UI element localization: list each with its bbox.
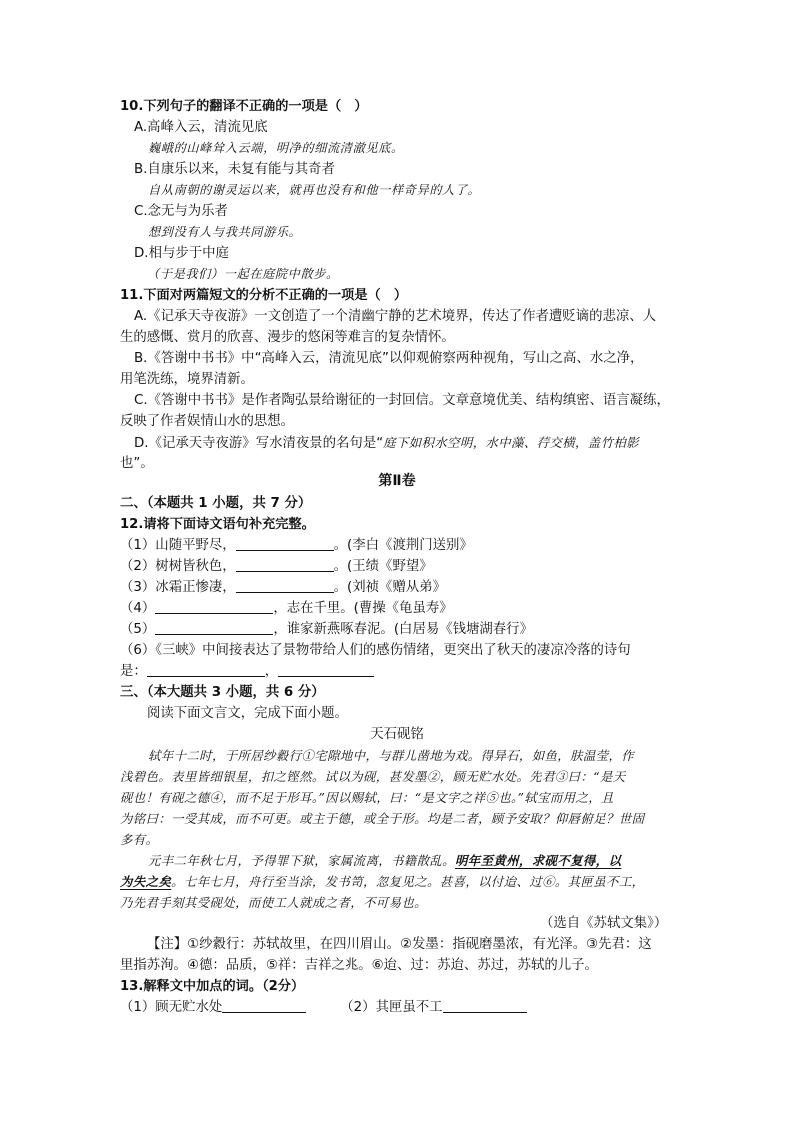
question-12-stem: 12.请将下面诗文语句补充完整。 xyxy=(120,517,315,532)
q10-translation-a: 巍峨的山峰耸入云端，明净的细流清澈见底。 xyxy=(148,141,404,155)
answer-blank[interactable] xyxy=(155,620,273,635)
q13-items xyxy=(120,998,527,1017)
q12-item-5-number: （5） xyxy=(120,622,156,637)
q11-option-d-line1 xyxy=(134,433,639,453)
q11-option-c-line2: 反映了作者娱情山水的思想。 xyxy=(120,414,295,429)
q12-item-6-label: 是： xyxy=(120,664,147,679)
passage-p2-line2 xyxy=(120,872,644,891)
q10-option-c: C.念无与为乐者 xyxy=(134,204,228,219)
q10-option-b: B.自康乐以来，未复有能与其奇者 xyxy=(134,162,335,177)
answer-blank[interactable] xyxy=(443,998,527,1013)
q12-item-3 xyxy=(120,578,446,597)
q12-item-2 xyxy=(120,557,433,576)
passage-p2-line1 xyxy=(148,851,621,870)
q10-translation-c: 想到没有人与我共同游乐。 xyxy=(148,225,302,239)
part-2-title: 第Ⅱ卷 xyxy=(378,473,416,489)
reading-instruction: 阅读下面文言文，完成下面小题。 xyxy=(147,706,348,721)
q12-item-5-text: ，谁家新燕啄春泥。(白居易《钱塘湖春行》 xyxy=(273,622,533,637)
q12-item-1-source: 。(李白《渡荆门送别》 xyxy=(333,538,473,553)
q10-option-d: D.相与步于中庭 xyxy=(134,246,229,261)
passage-p2-text-cont: 。七年七月，舟行至当涂，发书笥，忽复见之。甚喜，以付迨、过⑥。其匣虽不工， xyxy=(171,874,645,889)
q11-option-c-line1: C.《答谢中书书》是作者陶弘景给谢征的一封回信。文章意境优美、结构缜密、语言凝练， xyxy=(134,393,670,408)
passage-p1-line3: 砚也！有砚之德④，而不足于形耳。”因以赐轼，曰：“是文字之祥⑤也。”轼宝而用之，且 xyxy=(120,790,614,805)
passage-p1-line2: 浅碧色。表里皆细银星，扣之铿然。试以为砚，甚发墨②，顾无贮水处。先君③曰：“是天 xyxy=(120,769,626,784)
q13-item-2: （2）其匣虽不工 xyxy=(340,1000,443,1015)
question-13-stem: 13.解释文中加点的词。（2分） xyxy=(120,979,305,994)
q12-item-1 xyxy=(120,536,473,555)
q12-item-4-number: （4） xyxy=(120,601,156,616)
q11-option-d-quote: 庭下如积水空明，水中藻、荇交横，盖竹柏影 xyxy=(383,435,639,450)
q12-item-6-comma: ， xyxy=(264,664,279,679)
section-2-heading: 二、（本题共 1 小题，共 7 分） xyxy=(120,496,312,511)
answer-blank[interactable] xyxy=(236,578,334,593)
q12-item-4-text: ，志在千里。(曹操《龟虽寿》 xyxy=(273,601,453,616)
q11-option-b-line2: 用笔洗练，境界清新。 xyxy=(120,372,254,387)
question-11-stem: 11.下面对两篇短文的分析不正确的一项是（ ） xyxy=(120,288,408,303)
passage-source: （选自《苏轼文集》） xyxy=(540,916,668,931)
q12-item-6-answer xyxy=(120,662,374,681)
q13-item-1: （1）顾无贮水处 xyxy=(120,1000,223,1015)
q11-option-d-line2: 也”。 xyxy=(120,456,154,471)
answer-blank[interactable] xyxy=(147,662,265,677)
q12-item-3-source: 。(刘祯《赠从弟》 xyxy=(333,580,447,595)
q11-option-b-line1: B.《答谢中书书》中“高峰入云，清流见底”以仰观俯察两种视角，写山之高、水之净， xyxy=(134,351,644,366)
answer-blank[interactable] xyxy=(222,998,306,1013)
essay-title: 天石砚铭 xyxy=(370,727,424,742)
q10-translation-b: 自从南朝的谢灵运以来，就再也没有和他一样奇异的人了。 xyxy=(148,183,481,197)
question-10-stem: 10.下列句子的翻译不正确的一项是（ ） xyxy=(120,99,368,114)
answer-blank[interactable] xyxy=(155,599,273,614)
q12-item-6: （6）《三峡》中间接表达了景物带给人们的感伤情绪，更突出了秋天的凄凉冷落的诗句 xyxy=(120,643,631,658)
q12-item-2-text: （2）树树皆秋色， xyxy=(120,559,236,574)
passage-p1-line4: 为铭曰：一受其成，而不可更。或主于德，或全于形。均是二者，顾予安取？仰唇俯足？世固 xyxy=(120,811,645,826)
section-3-heading: 三、（本大题共 3 小题，共 6 分） xyxy=(120,685,325,700)
q10-option-a: A.高峰入云，清流见底 xyxy=(134,120,268,135)
answer-blank[interactable] xyxy=(236,557,334,572)
q12-item-3-text: （3）冰霜正惨凄， xyxy=(120,580,236,595)
q12-item-4 xyxy=(120,599,453,618)
passage-p1-line5: 多有。 xyxy=(120,832,159,847)
q11-option-a-line2: 生的感慨、赏月的欣喜、漫步的悠闲等难言的复杂情怀。 xyxy=(120,330,455,345)
passage-key-sentence: 明年至黄州，求砚不复得，以 xyxy=(454,853,622,868)
answer-blank[interactable] xyxy=(236,536,334,551)
passage-p2-text: 元丰二年秋七月，予得罪下狱，家属流离，书籍散乱。 xyxy=(148,853,455,868)
q12-item-5 xyxy=(120,620,533,639)
passage-p1-line1: 轼年十二时，于所居纱縠行①宅隙地中，与群儿凿地为戏。得异石，如鱼，肤温莹，作 xyxy=(148,748,635,763)
notes-line1: 【注】①纱縠行：苏轼故里，在四川眉山。②发墨：指砚磨墨浓，有光泽。③先君：这 xyxy=(147,937,652,952)
q12-item-2-source: 。(王绩《野望》 xyxy=(333,559,433,574)
notes-line2: 里指苏洵。④德：品质，⑤祥：吉祥之兆。⑥迨、过：苏迨、苏过，苏轼的儿子。 xyxy=(120,958,598,973)
answer-blank[interactable] xyxy=(278,662,374,677)
passage-key-sentence-end: 为失之矣 xyxy=(120,874,172,889)
q12-item-1-text: （1）山随平野尽， xyxy=(120,538,236,553)
q11-option-a-line1: A.《记承天寺夜游》一文创造了一个清幽宁静的艺术境界，传达了作者遭贬谪的悲凉、人 xyxy=(134,309,657,324)
q10-translation-d: （于是我们）一起在庭院中散步。 xyxy=(147,267,339,281)
q11-option-d-lead: D.《记承天寺夜游》写水清夜景的名句是“ xyxy=(134,436,384,451)
passage-p2-line3: 乃先君手刻其受砚处，而使工人就成之者，不可易也。 xyxy=(120,895,427,910)
